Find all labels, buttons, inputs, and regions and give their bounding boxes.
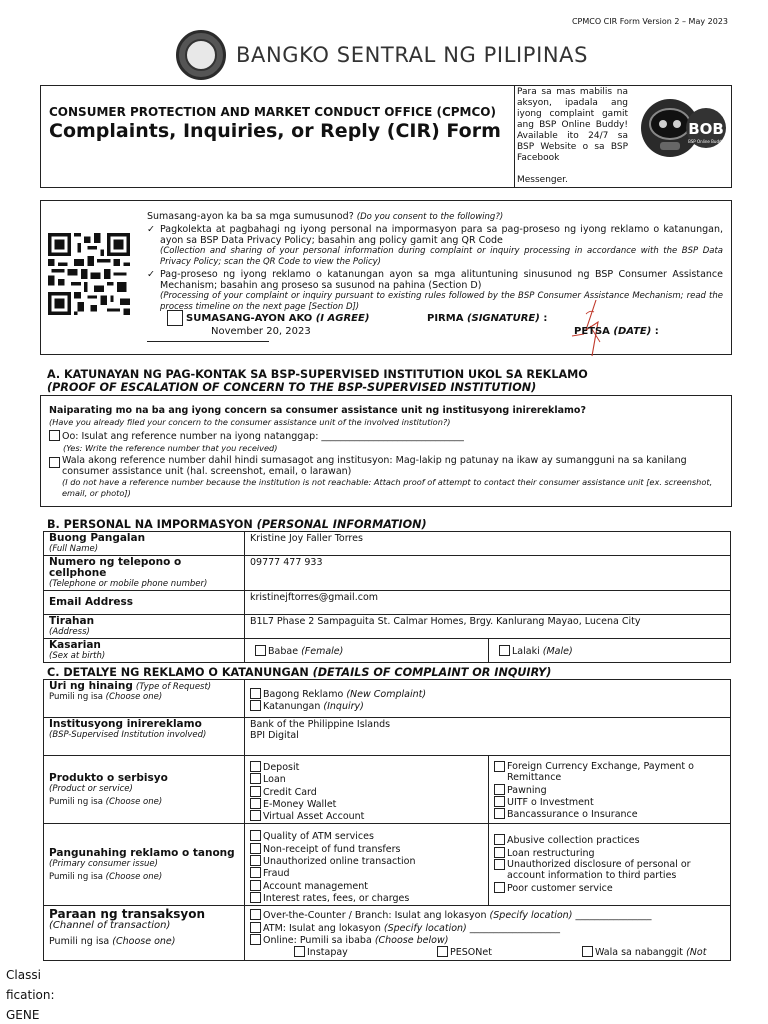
phone-label: Numero ng telepono o cellphone	[49, 556, 182, 579]
choose-one-en: (Choose one)	[112, 936, 176, 948]
product-option-text: Deposit	[263, 762, 300, 773]
issue-checkbox[interactable]	[494, 882, 505, 893]
choose-one-text: Pumili ng isa	[49, 871, 103, 882]
bob-sub: BSP Online Buddy	[688, 139, 724, 144]
product-label-en: (Product or service)	[49, 783, 133, 794]
product-option-text: Foreign Currency Exchange, Payment o Remittance	[507, 761, 694, 784]
male-text-en: (Male)	[542, 645, 573, 657]
product-option[interactable]	[250, 786, 483, 798]
phone-field[interactable]: 09777 477 933	[245, 556, 731, 591]
issue-option[interactable]	[250, 880, 483, 892]
consent-item	[147, 269, 723, 313]
new-complaint-option[interactable]	[250, 688, 725, 700]
choose-one-text: Pumili ng isa	[49, 692, 103, 702]
female-text: Babae	[268, 645, 299, 657]
agree-checkbox[interactable]	[167, 310, 183, 326]
inquiry-en: (Inquiry)	[323, 701, 364, 713]
yes-option-en: (Yes: Write the reference number that you received)	[63, 442, 278, 453]
otc-blank[interactable]: ________________	[572, 910, 652, 922]
full-name-label-en: (Full Name)	[49, 544, 99, 554]
otc-text-en: (Specify location)	[489, 910, 573, 922]
product-option-text: Virtual Asset Account	[263, 811, 365, 823]
none-option[interactable]	[582, 946, 706, 958]
date-text-en: (DATE)	[613, 326, 652, 337]
yes-option-text: Oo: Isulat ang reference number na iyong natanggap: ______________________________	[62, 431, 464, 442]
date-label	[574, 326, 659, 337]
atm-text: ATM: Isulat ang lokasyon	[263, 922, 381, 934]
issue-checkbox[interactable]	[494, 859, 505, 870]
issue-option[interactable]	[494, 847, 725, 859]
issue-option-text: Loan restructuring	[507, 847, 595, 859]
issue-option-text: Abusive collection practices	[507, 835, 640, 847]
online-checkbox[interactable]	[250, 934, 261, 945]
consent-item-en: (Collection and sharing of your personal information during complaint or inquiry processing in accordance with the BSP Data Privacy Policy; scan the QR Code to view the Policy)	[160, 246, 723, 267]
issue-option[interactable]	[250, 892, 483, 904]
male-checkbox[interactable]	[499, 645, 510, 656]
issue-checkbox[interactable]	[494, 847, 505, 858]
section-c-heading: C. DETALYE NG REKLAMO O KATANUNGAN	[47, 666, 309, 679]
consent-item	[147, 224, 723, 268]
male-text: Lalaki	[512, 645, 540, 657]
table-row	[44, 532, 731, 556]
product-option[interactable]	[250, 761, 483, 773]
issue-option[interactable]	[250, 830, 483, 842]
table-row	[44, 591, 731, 615]
online-text-en: (Choose below)	[374, 935, 449, 947]
instapay-option[interactable]	[294, 946, 437, 958]
address-label: Tirahan	[49, 615, 95, 627]
choose-one-en: (Choose one)	[105, 692, 163, 702]
section-a-heading: A. KATUNAYAN NG PAG-KONTAK SA BSP-SUPERVISED INSTITUTION UKOL SA REKLAMO	[47, 368, 588, 381]
issue-label: Pangunahing reklamo o tanong	[49, 846, 235, 859]
classification-label: Classi fication: GENE	[6, 968, 55, 1022]
signature-text: PIRMA	[427, 313, 464, 324]
section-b-title	[47, 518, 427, 531]
phone-label-en: (Telephone or mobile phone number)	[49, 579, 208, 589]
product-label: Produkto o serbisyo	[49, 771, 168, 784]
date-text: PETSA	[574, 326, 610, 337]
form-title: Complaints, Inquiries, or Reply (CIR) Form	[49, 120, 501, 142]
sex-label: Kasarian	[49, 639, 101, 651]
none-text: Wala sa nabanggit	[595, 947, 684, 959]
channel-label: Paraan ng transaksyon	[49, 907, 205, 922]
product-option-text: Bancassurance o Insurance	[507, 809, 638, 821]
institution-label-en: (BSP-Supervised Institution involved)	[49, 730, 207, 740]
brand-name: BANGKO SENTRAL NG PILIPINAS	[236, 43, 589, 67]
none-text-en: (Not	[686, 947, 707, 959]
section-a-question-en: (Have you already filed your concern to the consumer assistance unit of the involved institution?)	[49, 416, 451, 427]
section-a-question: Naiparating mo na ba ang iyong concern sa consumer assistance unit ng institusyong inirereklamo?	[49, 405, 586, 416]
issue-checkbox[interactable]	[250, 843, 261, 854]
product-checkbox[interactable]	[494, 796, 505, 807]
product-option-text: Credit Card	[263, 786, 317, 798]
product-option[interactable]	[250, 773, 483, 785]
issue-option-text: Fraud	[263, 868, 290, 880]
issue-option[interactable]	[250, 843, 483, 855]
consent-text	[147, 211, 723, 313]
address-field[interactable]: B1L7 Phase 2 Sampaguita St. Calmar Homes, Brgy. Kanlurang Mayao, Lucena City	[245, 615, 731, 639]
issue-option-text: Poor customer service	[507, 882, 613, 894]
choose-one-en: (Choose one)	[105, 796, 163, 807]
new-complaint-checkbox[interactable]	[250, 688, 261, 699]
inquiry-checkbox[interactable]	[250, 700, 261, 711]
product-checkbox[interactable]	[494, 784, 505, 795]
instapay-checkbox[interactable]	[294, 946, 305, 957]
bob-promo-text-2: Messenger.	[517, 175, 568, 185]
pesonet-text: PESONet	[450, 947, 492, 959]
section-a-title	[47, 368, 588, 394]
product-option-text: E-Money Wallet	[263, 798, 337, 810]
no-reference-text: Wala akong reference number dahil hindi sumasagot ang institusyon: Mag-lakip ng patunay na ikaw ay sumangguni na sa kanilang consumer assistance unit (hal. screenshot, email, o larawan)	[62, 455, 687, 477]
issue-option-text: Non-receipt of fund transfers	[263, 843, 401, 855]
choose-one-en: (Choose one)	[105, 871, 163, 882]
issue-option[interactable]	[250, 855, 483, 867]
online-text: Online: Pumili sa ibaba	[263, 935, 372, 947]
otc-checkbox[interactable]	[250, 909, 261, 920]
sex-label-en: (Sex at birth)	[49, 651, 106, 661]
atm-checkbox[interactable]	[250, 922, 261, 933]
signature-label	[427, 313, 547, 324]
male-option[interactable]	[489, 639, 731, 663]
product-option-text: Loan	[263, 774, 286, 786]
product-checkbox[interactable]	[250, 786, 261, 797]
request-type-label-en: (Type of Request)	[135, 682, 212, 692]
issue-label-en: (Primary consumer issue)	[49, 858, 158, 869]
consent-item-en: (Processing of your complaint or inquiry pursuant to existing rules followed by the BSP Consumer Assistance Mechanism; read the process timeline on the next page [Section D])	[160, 291, 723, 312]
atm-text-en: (Specify location)	[383, 922, 467, 934]
product-option-text: Pawning	[507, 784, 547, 796]
inquiry-text: Katanungan	[263, 701, 321, 713]
otc-option[interactable]	[250, 909, 725, 921]
table-row	[44, 615, 731, 639]
table-row	[44, 824, 731, 906]
personal-info-table	[43, 531, 731, 663]
product-option[interactable]	[250, 798, 483, 810]
consent-item-text: Pagkolekta at pagbahagi ng iyong personal na impormasyon para sa pag-proseso ng iyong reklamo o katanungan, ayon sa BSP Data Privacy Policy; basahin ang policy gamit ang QR Code	[160, 224, 723, 246]
form-version: CPMCO CIR Form Version 2 – May 2023	[571, 17, 728, 26]
bob-promo-text: Para sa mas mabilis na aksyon, ipadala ang iyong complaint gamit ang BSP Online Buddy! Available ito 24/7 sa BSP Website o sa BSP Facebook	[517, 87, 628, 163]
signature-colon: :	[539, 313, 548, 324]
issue-option[interactable]	[494, 834, 725, 846]
section-c-heading-en: (DETAILS OF COMPLAINT OR INQUIRY)	[312, 666, 552, 679]
product-option-text: UITF o Investment	[507, 796, 594, 808]
agree-label	[186, 313, 369, 324]
complaint-details-table	[43, 679, 731, 961]
signature-text-en: (SIGNATURE)	[466, 313, 540, 324]
product-checkbox[interactable]	[250, 761, 261, 772]
table-row	[44, 906, 731, 960]
pesonet-checkbox[interactable]	[437, 946, 448, 957]
channel-label-en: (Channel of transaction)	[49, 920, 171, 932]
issue-checkbox[interactable]	[250, 867, 261, 878]
office-name: CONSUMER PROTECTION AND MARKET CONDUCT OFFICE (CPMCO)	[49, 105, 496, 119]
consent-question: Sumasang-ayon ka ba sa mga sumusunod?	[147, 211, 354, 222]
issue-option-text: Account management	[263, 880, 369, 892]
product-checkbox[interactable]	[250, 798, 261, 809]
checkmark-icon: ✓	[147, 269, 155, 280]
online-option[interactable]	[250, 934, 725, 946]
institution-label: Institusyong inirereklamo	[49, 718, 202, 730]
issue-option[interactable]	[494, 882, 725, 894]
consent-question-en: (Do you consent to the following?)	[356, 212, 504, 222]
female-text-en: (Female)	[301, 645, 344, 657]
inquiry-option[interactable]	[250, 700, 725, 712]
product-checkbox[interactable]	[494, 761, 505, 772]
issue-checkbox[interactable]	[250, 855, 261, 866]
bob-promo	[517, 87, 628, 186]
product-checkbox[interactable]	[494, 808, 505, 819]
product-option[interactable]	[494, 808, 725, 820]
new-complaint-text: Bagong Reklamo	[263, 689, 344, 700]
table-row	[44, 756, 731, 824]
product-option[interactable]	[494, 796, 725, 808]
bob-label: BOB	[688, 120, 724, 138]
issue-option-text: Unauthorized disclosure of personal or account information to third parties	[507, 859, 691, 882]
choose-one-text: Pumili ng isa	[49, 936, 110, 948]
issue-option[interactable]	[250, 867, 483, 879]
issue-checkbox[interactable]	[250, 892, 261, 903]
female-checkbox[interactable]	[255, 645, 266, 656]
agree-text: SUMASANG-AYON AKO	[186, 313, 313, 324]
institution-value-2: BPI Digital	[250, 730, 299, 741]
full-name-field[interactable]: Kristine Joy Faller Torres	[245, 532, 731, 556]
atm-blank[interactable]: ___________________	[466, 922, 561, 934]
pesonet-option[interactable]	[437, 946, 582, 958]
bsp-seal-icon	[176, 30, 226, 80]
bob-robot-icon	[640, 98, 728, 158]
consent-item-text: Pag-proseso ng iyong reklamo o katanungan ayon sa mga alituntuning sinusunod ng BSP Consumer Assistance Mechanism; basahin ang proseso sa susunod na pahina (Section D)	[160, 269, 723, 291]
product-checkbox[interactable]	[250, 810, 261, 821]
qr-code-icon[interactable]	[46, 233, 132, 315]
full-name-label: Buong Pangalan	[49, 532, 146, 544]
new-complaint-en: (New Complaint)	[346, 689, 427, 700]
email-label: Email Address	[49, 596, 134, 608]
table-row	[44, 718, 731, 756]
issue-option[interactable]	[494, 859, 725, 882]
issue-option-text: Unauthorized online transaction	[263, 856, 416, 868]
yes-checkbox[interactable]	[49, 430, 60, 441]
bsp-logo	[176, 30, 588, 80]
no-reference-checkbox[interactable]	[49, 457, 60, 468]
atm-option[interactable]	[250, 922, 725, 934]
date-colon: :	[651, 326, 659, 337]
section-a-heading-en: (PROOF OF ESCALATION OF CONCERN TO THE BSP-SUPERVISED INSTITUTION)	[47, 381, 537, 394]
table-row	[44, 556, 731, 591]
issue-option-text: Quality of ATM services	[263, 831, 374, 843]
female-option[interactable]	[245, 639, 489, 663]
table-row	[44, 639, 731, 663]
header-divider	[514, 85, 515, 188]
section-b-heading: B. PERSONAL NA IMPORMASYON	[47, 518, 253, 531]
address-label-en: (Address)	[49, 627, 90, 637]
instapay-text: Instapay	[307, 947, 348, 959]
product-option[interactable]	[250, 810, 483, 822]
product-checkbox[interactable]	[250, 773, 261, 784]
otc-text: Over-the-Counter / Branch: Isulat ang lokasyon	[263, 910, 487, 922]
issue-option-text: Interest rates, fees, or charges	[263, 892, 410, 904]
section-b-heading-en: (PERSONAL INFORMATION)	[256, 518, 427, 531]
section-c-title	[47, 666, 551, 679]
issue-checkbox[interactable]	[250, 880, 261, 891]
agree-underline	[147, 341, 269, 342]
no-reference-en: (I do not have a reference number because the institution is not reachable: Attach proof of attempt to contact their consumer assistance unit [ex. screenshot, email, or photo])	[62, 477, 713, 498]
checkmark-icon: ✓	[147, 224, 155, 235]
issue-checkbox[interactable]	[250, 830, 261, 841]
institution-field[interactable]	[245, 718, 731, 756]
issue-checkbox[interactable]	[494, 834, 505, 845]
email-field[interactable]: kristinejftorres@gmail.com	[245, 591, 731, 615]
section-a-body	[49, 406, 724, 498]
table-row	[44, 680, 731, 718]
request-type-label: Uri ng hinaing	[49, 680, 133, 692]
product-option[interactable]	[494, 784, 725, 796]
none-checkbox[interactable]	[582, 946, 593, 957]
product-option[interactable]	[494, 761, 725, 784]
institution-value: Bank of the Philippine Islands	[250, 719, 391, 730]
choose-one-text: Pumili ng isa	[49, 796, 103, 807]
date-value: November 20, 2023	[211, 326, 311, 337]
agree-text-en: (I AGREE)	[315, 313, 370, 324]
